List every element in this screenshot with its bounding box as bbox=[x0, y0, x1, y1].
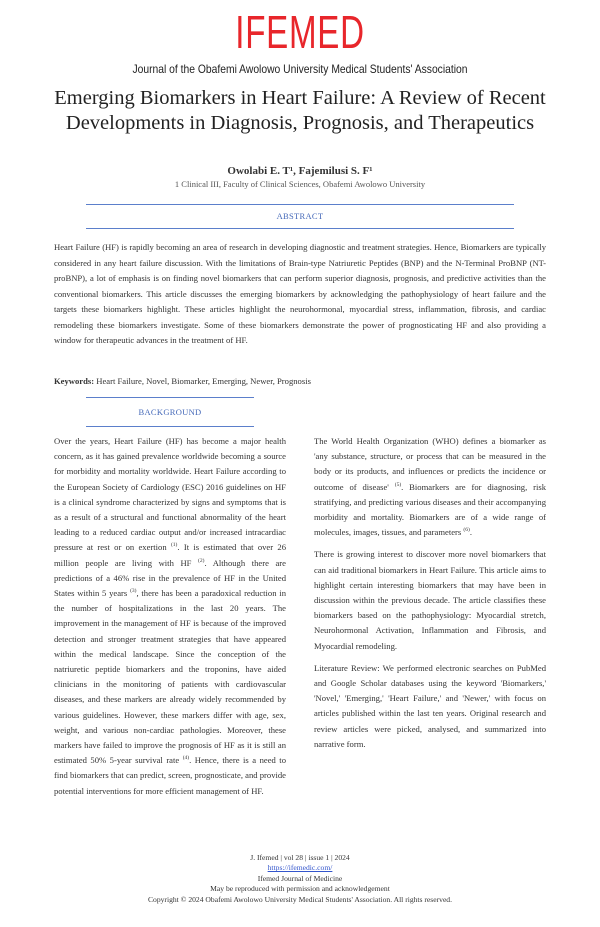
footer-citation: J. Ifemed | vol 28 | issue 1 | 2024 bbox=[250, 853, 350, 862]
paragraph bbox=[314, 434, 546, 540]
text-run: . Biomarkers are for diagnosing, risk stratifying, and predicting various diseases and their accompanying morbidity and mortality. Biomarkers are of a wide range of molecules, images, tissues, and parameters bbox=[314, 481, 546, 538]
abstract-text: Heart Failure (HF) is rapidly becoming an area of research in developing diagnostic and treatment strategies. Hence, Biomarkers are typically considered in any heart failure discussion. With the limitations of Brain-type Natriuretic Peptides (BNP) and the N-Terminal ProBNP (NT-proBNP), a lot of emphasis is on finding novel biomarkers that can perform superior diagnosis, prognosis, and predictive activities than the conventional biomarkers. This article discusses the emerging biomarkers by acknowledging the pathophysiology of heart failure and the targets these biomarkers highlight. These articles highlight the neurohormonal, myocardial stress, inflammation, fibrosis, and cardiac remodeling these biomarkers investigate. Some of these biomarkers demonstrate the power of prognosticating HF and also providing a window for therapeutic advances in the treatment of HF. bbox=[54, 242, 546, 345]
background-right-column bbox=[314, 434, 546, 759]
text-run: . Hence, there is a need to find biomarkers that can predict, screen, prognosticate, and provide potential interventions for more efficient management of HF. bbox=[54, 755, 286, 796]
citation-ref[interactable]: (6) bbox=[463, 527, 470, 534]
paragraph: There is growing interest to discover more novel biomarkers that can aid traditional biomarkers in Heart Failure. This article aims to highlight certain interesting biomarkers that may have been in discussion within the previous decade. The article classifies these biomarkers based on the pathophysiology: Myocardial stretch, Neurohormonal Activation, Inflammation and Fibrosis, and Myocardial remodeling. bbox=[314, 549, 546, 651]
article-authors: Owolabi E. T¹, Fajemilusi S. F¹ bbox=[227, 165, 373, 177]
text-run: The World Health Organization (WHO) defines a biomarker as 'any substance, structure, or process that can be measured in the body or its products, and influences or predicts the incidence or outcome of disease' bbox=[314, 436, 546, 492]
footer-permission: May be reproduced with permission and acknowledgement bbox=[210, 884, 390, 894]
paragraph bbox=[54, 434, 286, 799]
text-run: . Although there are predictions of a 46% rise in the prevalence of HF in the United States within 5 years bbox=[54, 557, 286, 599]
citation-ref[interactable]: (1) bbox=[170, 542, 178, 549]
journal-name: Journal of the Obafemi Awolowo University Medical Students' Association bbox=[132, 62, 468, 76]
paragraph: Literature Review: We performed electronic searches on PubMed and Google Scholar databases using the keyword 'Biomarkers,' 'Novel,' 'Emerging,' 'Heart Failure,' and 'Newer,' with focus on articles published within the last ten years. Original research and review articles were picked, analysed, and summarized into narrative form. bbox=[314, 662, 546, 749]
keywords-line bbox=[54, 376, 546, 386]
citation-ref[interactable]: (2) bbox=[198, 557, 205, 564]
author-affiliation: 1 Clinical III, Faculty of Clinical Sciences, Obafemi Awolowo University bbox=[174, 179, 426, 189]
text-run: . bbox=[469, 527, 472, 538]
abstract-heading: ABSTRACT bbox=[86, 204, 514, 229]
text-run: , there has been a paradoxical reduction in the number of hospitalizations in the last 20 years. The improvement in the management of HF is because of the improved detection and stronger treatment strategies that have appeared within the medical landscape. Since the conception of the natriuretic peptide biomarkers and the troponins, have aided clinicians in the monitoring of patients with cardiovascular diseases, and these markers are already widely recommended by various guidelines. However, these markers differ with age, sex, weight, and various non-cardiac pathologies. Moreover, these markers have failed to improve the prognosis of HF as it is still an estimated 50% 5-year survival rate bbox=[54, 588, 286, 766]
background-heading: BACKGROUND bbox=[86, 397, 254, 427]
page-footer bbox=[0, 853, 600, 905]
article-title: Emerging Biomarkers in Heart Failure: A Review of Recent Developments in Diagnosis, Prognosis, and Therapeutics bbox=[54, 87, 546, 134]
text-run: . It is estimated that over 26 million people are living with HF bbox=[54, 542, 286, 568]
footer-copyright: Copyright © 2024 Obafemi Awolowo University Medical Students' Association. All rights reserved. bbox=[147, 894, 453, 904]
text-run: Over the years, Heart Failure (HF) has become a major health concern, as it has gained prevalence worldwide becoming a source for morbidity and mortality worldwide. Heart Failure according to the European Society of Cardiology (ESC) 2016 guidelines on HF is a clinical syndrome characterized by signs and symptoms that is as a result of a structural and functional abnormality of the heart leading to a reduced cardiac output and/or increased intracardiac pressure at rest or on exertion bbox=[54, 436, 286, 553]
citation-ref[interactable]: (3) bbox=[130, 588, 137, 595]
keywords-text: Heart Failure, Novel, Biomarker, Emerging, Newer, Prognosis bbox=[96, 376, 311, 386]
journal-logo: IFEMED bbox=[235, 6, 365, 58]
journal-url-link[interactable]: https://ifemedic.com/ bbox=[267, 863, 333, 873]
citation-ref[interactable]: (4) bbox=[182, 755, 190, 762]
keywords-label: Keywords: bbox=[54, 376, 95, 386]
background-left-column bbox=[54, 434, 286, 806]
footer-journal: Ifemed Journal of Medicine bbox=[257, 873, 343, 883]
citation-ref[interactable]: (5) bbox=[394, 481, 402, 488]
